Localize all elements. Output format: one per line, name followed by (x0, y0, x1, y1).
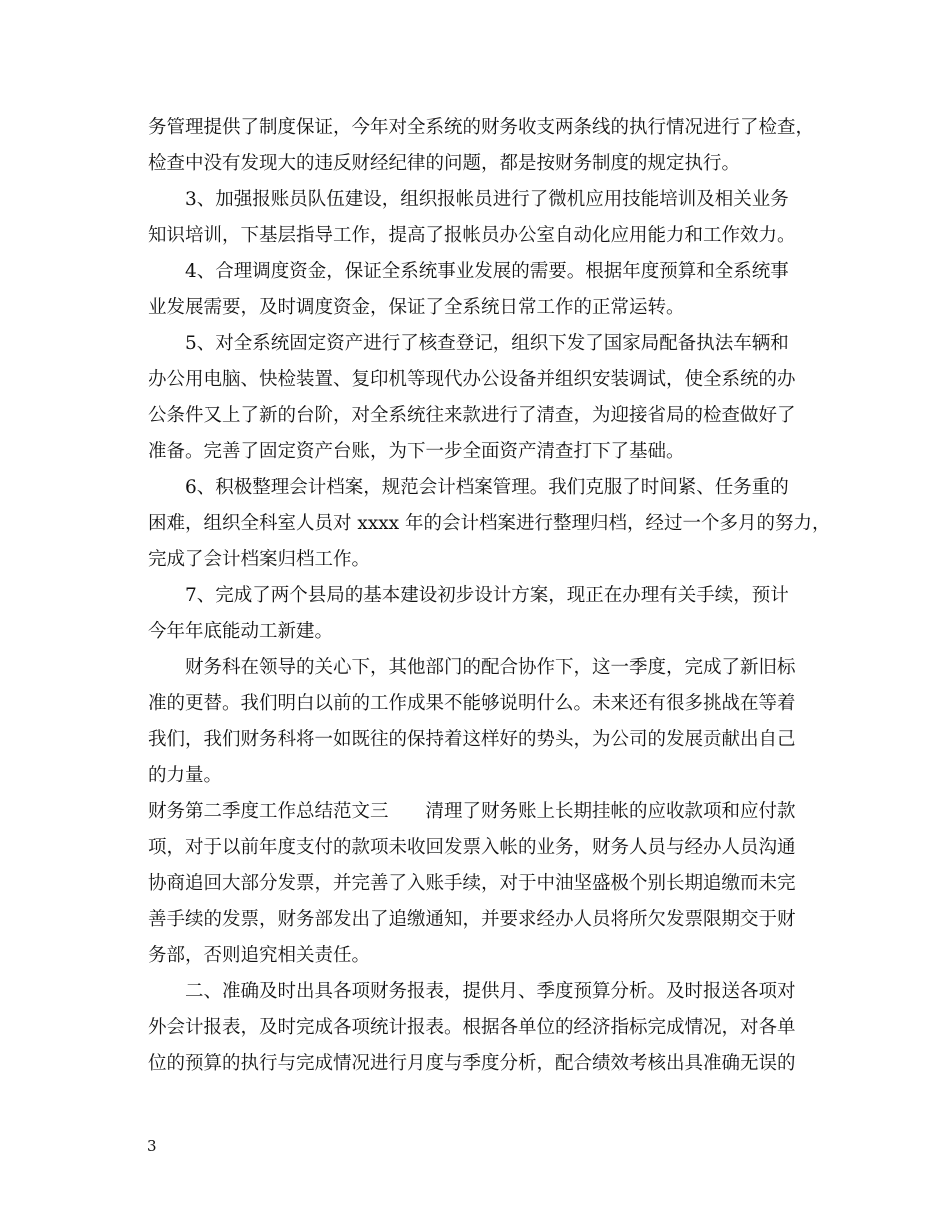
body-line-26: 外会计报表，及时完成各项统计报表。根据各单位的经济指标完成情况，对各单 (148, 1017, 796, 1038)
section-heading-line: 财务第二季度工作总结范文三 清理了财务账上长期挂帐的应收款项和应付款 (148, 801, 796, 822)
body-line-9: 公条件又上了新的台阶，对全系统往来款进行了清查，为迎接省局的检查做好了 (148, 405, 796, 426)
body-line-18: 我们，我们财务科将一如既往的保持着这样好的势头，为公司的发展贡献出自己 (148, 729, 796, 750)
body-line-23: 善手续的发票，财务部发出了追缴通知，并要求经办人员将所欠发票限期交于财 (148, 909, 796, 930)
body-line-8: 办公用电脑、快检装置、复印机等现代办公设备并组织安装调试，使全系统的办 (148, 369, 796, 390)
body-line-21: 项，对于以前年度支付的款项未收回发票入帐的业务，财务人员与经办人员沟通 (148, 837, 796, 858)
body-line-2: 检查中没有发现大的违反财经纪律的问题，都是按财务制度的规定执行。 (148, 153, 741, 174)
body-line-5: 4、合理调度资金，保证全系统事业发展的需要。根据年度预算和全系统事 (185, 261, 789, 282)
body-line-19: 的力量。 (148, 765, 223, 786)
body-line-3: 3、加强报账员队伍建设，组织报帐员进行了微机应用技能培训及相关业务 (185, 189, 789, 210)
body-line-7: 5、对全系统固定资产进行了核查登记，组织下发了国家局配备执法车辆和 (185, 333, 789, 354)
body-line-22: 协商追回大部分发票，并完善了入账手续，对于中油坚盛极个别长期追缴而未完 (148, 873, 796, 894)
body-line-25: 二、准确及时出具各项财务报表，提供月、季度预算分析。及时报送各项对 (185, 981, 796, 1002)
body-line-11: 6、积极整理会计档案，规范会计档案管理。我们克服了时间紧、任务重的 (185, 477, 789, 498)
body-line-6: 业发展需要，及时调度资金，保证了全系统日常工作的正常运转。 (148, 297, 685, 318)
body-line-1: 务管理提供了制度保证，今年对全系统的财务收支两条线的执行情况进行了检查， (148, 117, 815, 138)
body-line-13: 完成了会计档案归档工作。 (148, 549, 371, 570)
body-line-4: 知识培训，下基层指导工作，提高了报帐员办公室自动化应用能力和工作效力。 (148, 225, 796, 246)
body-line-12: 困难，组织全科室人员对 xxxx 年的会计档案进行整理归档，经过一个多月的努力， (148, 513, 831, 534)
body-line-10: 准备。完善了固定资产台账，为下一步全面资产清查打下了基础。 (148, 441, 685, 462)
body-line-27: 位的预算的执行与完成情况进行月度与季度分析，配合绩效考核出具准确无误的 (148, 1053, 796, 1074)
body-line-17: 准的更替。我们明白以前的工作成果不能够说明什么。未来还有很多挑战在等着 (148, 693, 796, 714)
body-line-16: 财务科在领导的关心下，其他部门的配合协作下，这一季度，完成了新旧标 (185, 657, 796, 678)
page-number: 3 (147, 1137, 157, 1155)
body-line-15: 今年年底能动工新建。 (148, 621, 334, 642)
body-line-24: 务部，否则追究相关责任。 (148, 945, 371, 966)
body-line-14: 7、完成了两个县局的基本建设初步设计方案，现正在办理有关手续，预计 (185, 585, 789, 606)
